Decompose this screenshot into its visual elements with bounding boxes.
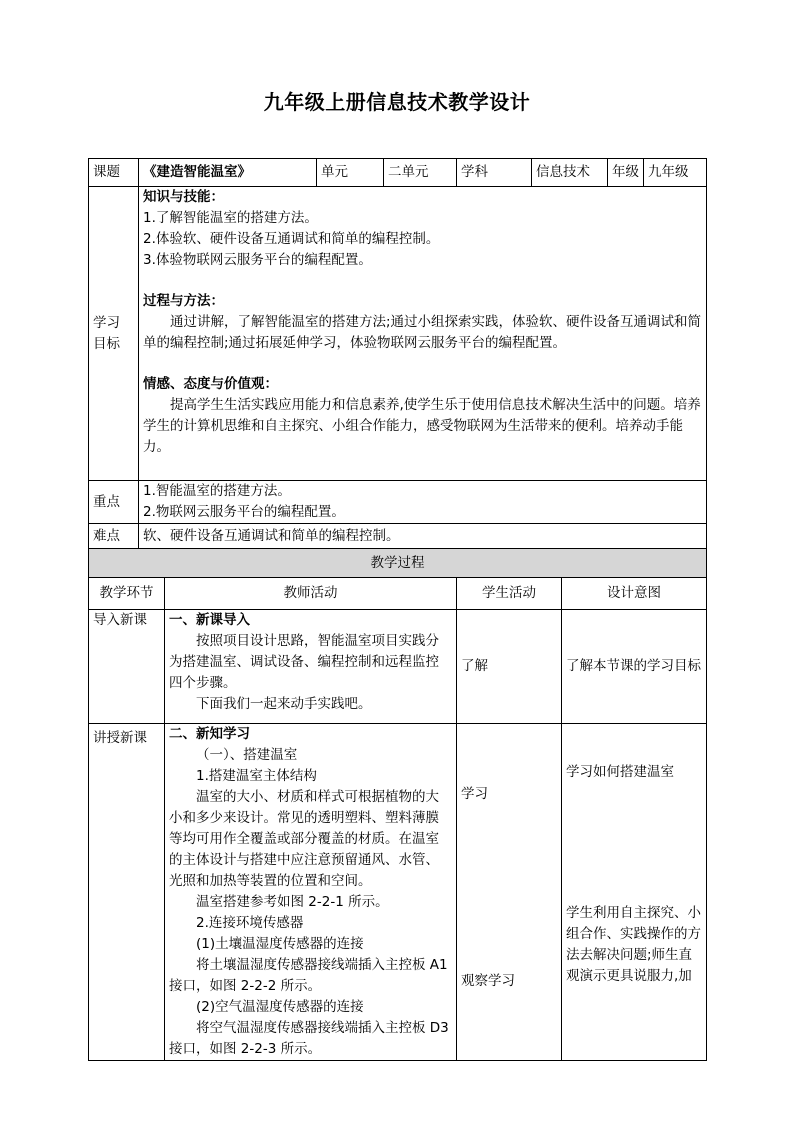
knowledge-item: 3.体验物联网云服务平台的编程配置。 <box>143 252 372 268</box>
column-header-row <box>89 578 707 610</box>
attitude-heading: 情感、态度与价值观： <box>143 376 278 392</box>
knowledge-item: 1.了解智能温室的搭建方法。 <box>143 210 318 226</box>
topic-label: 课题 <box>89 159 139 187</box>
process-heading: 过程与方法： <box>143 293 224 309</box>
objectives-row <box>89 187 707 481</box>
table-row <box>89 610 707 724</box>
design-intent-cell: 学习如何搭建温室 学生利用自主探究、小组合作、实践操作的方法去解决问题;师生直观演示更具说服力,加 <box>562 724 707 1061</box>
stage-cell: 讲授新课 <box>89 724 165 1061</box>
key-points-label: 重点 <box>89 481 139 524</box>
subject-label: 学科 <box>457 159 532 187</box>
objectives-label: 学习 目标 <box>89 187 139 481</box>
table-row <box>89 724 707 1061</box>
column-teacher: 教师活动 <box>165 578 457 610</box>
stage-cell: 导入新课 <box>89 610 165 724</box>
attitude-text: 提高学生生活实践应用能力和信息素养,使学生乐于使用信息技术解决生活中的问题。培养学生的计算机思维和自主探究、小组合作能力，感受物联网为生活带来的便利。培养动手能力。 <box>143 397 701 455</box>
process-text: 通过讲解，了解智能温室的搭建方法;通过小组探索实践，体验软、硬件设备互通调试和简单的编程控制;通过拓展延伸学习，体验物联网云服务平台的编程配置。 <box>143 314 702 351</box>
unit-label: 单元 <box>317 159 384 187</box>
knowledge-item: 2.体验软、硬件设备互通调试和简单的编程控制。 <box>143 231 440 247</box>
column-student: 学生活动 <box>457 578 562 610</box>
difficulty-content: 软、硬件设备互通调试和简单的编程控制。 <box>139 524 707 549</box>
column-stage: 教学环节 <box>89 578 165 610</box>
key-points-content <box>139 481 707 524</box>
document-title: 九年级上册信息技术教学设计 <box>263 90 531 114</box>
knowledge-heading: 知识与技能： <box>143 189 224 205</box>
header-row <box>89 159 707 187</box>
lesson-plan-table <box>88 158 707 1061</box>
column-intent: 设计意图 <box>562 578 707 610</box>
objectives-content <box>139 187 707 481</box>
key-point-item: 2.物联网云服务平台的编程配置。 <box>143 504 345 520</box>
student-activity-cell: 学习 观察学习 <box>457 724 562 1061</box>
unit-value: 二单元 <box>384 159 457 187</box>
key-point-item: 1.智能温室的搭建方法。 <box>143 483 291 499</box>
teacher-activity-cell: 二、新知学习 （一）、搭建温室 1.搭建温室主体结构 温室的大小、材质和样式可根据植物的大小和多少来设计。常见的透明塑料、塑料薄膜等均可用作全覆盖或部分覆盖的材质。在温室的主体设计与搭建中应注意预留通风、水管、光照和加热等装置的位置和空间。 温室搭建参考如图 2-2-1 所示。 2.连接环境传感器 (1)土壤温湿度传感器的连接 将土壤温湿度传感器接线端插入主控板 A1 接口，如图 2-2-2 所示。 (2)空气温湿度传感器的连接 将空气温湿度传感器接线端插入主控板 D3 接口，如图 2-2-3 所示。 <box>165 724 457 1061</box>
topic-value: 《建造智能温室》 <box>139 159 317 187</box>
subject-value: 信息技术 <box>532 159 608 187</box>
key-points-row <box>89 481 707 524</box>
difficulty-label: 难点 <box>89 524 139 549</box>
design-intent-cell: 了解本节课的学习目标 <box>562 610 707 724</box>
process-header-row <box>89 549 707 578</box>
difficulty-row <box>89 524 707 549</box>
process-header: 教学过程 <box>89 549 707 578</box>
student-activity-cell: 了解 <box>457 610 562 724</box>
teacher-activity-cell: 一、新课导入 按照项目设计思路，智能温室项目实践分为搭建温室、调试设备、编程控制和远程监控四个步骤。 下面我们一起来动手实践吧。 <box>165 610 457 724</box>
grade-label: 年级 <box>608 159 644 187</box>
grade-value: 九年级 <box>644 159 707 187</box>
